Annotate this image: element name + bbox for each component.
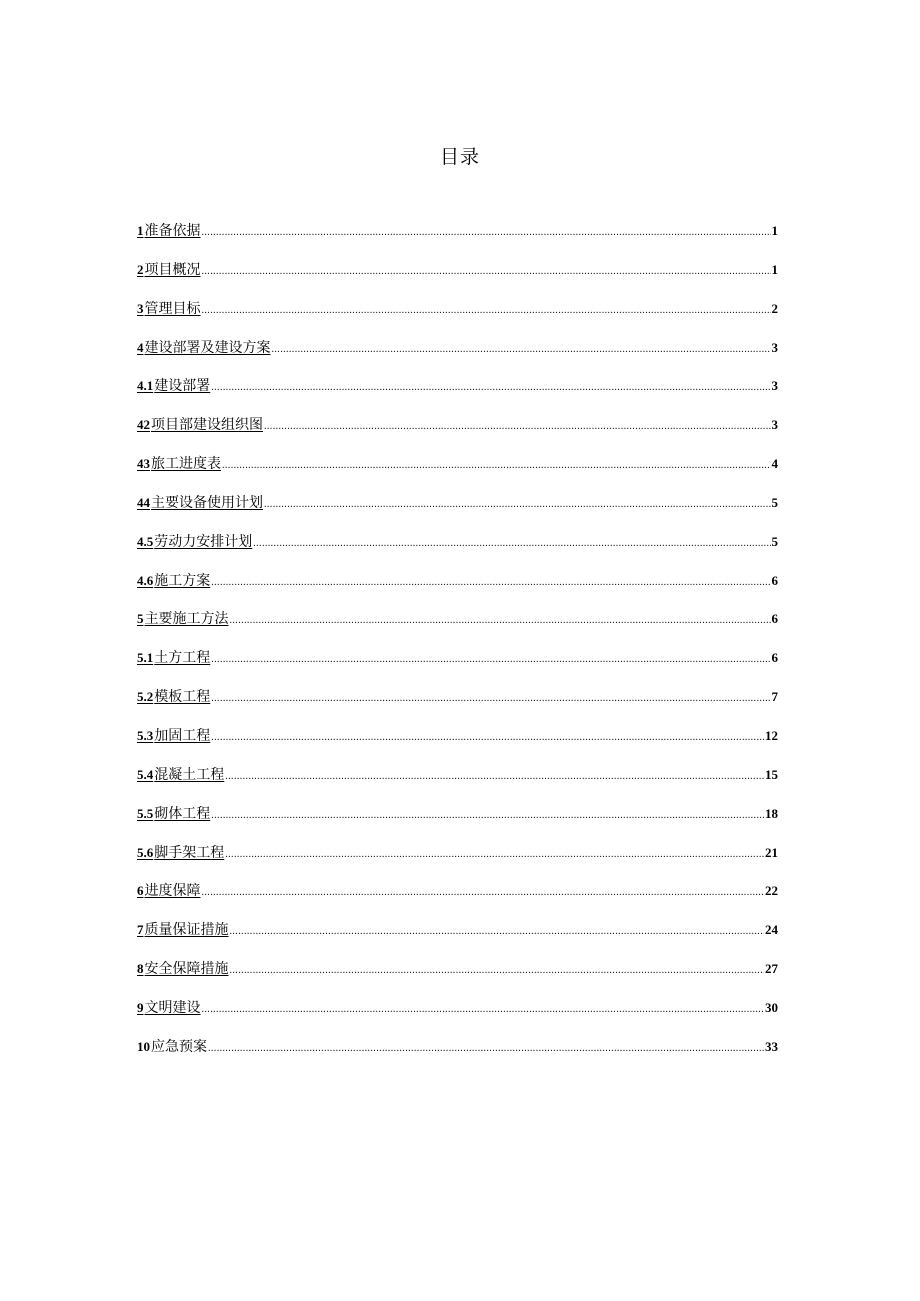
toc-entry[interactable]	[137, 996, 778, 1035]
toc-entry-number: 43	[137, 456, 150, 472]
toc-entry-page: 6	[771, 572, 778, 588]
toc-entry[interactable]	[137, 491, 778, 530]
toc-dot-leader	[253, 532, 770, 556]
toc-entry-text: 混凝土工程	[154, 766, 225, 783]
toc-entry-text: 建设部署	[154, 378, 211, 395]
toc-entry-page: 6	[771, 611, 778, 627]
toc-entry-page: 30	[765, 999, 778, 1015]
toc-entry-page: 15	[765, 766, 778, 782]
toc-dot-leader	[211, 687, 770, 711]
toc-entry-number: 1	[137, 223, 144, 238]
toc-entry-number: 7	[137, 922, 144, 938]
toc-entry[interactable]	[137, 452, 778, 491]
toc-entry-label[interactable]	[137, 646, 210, 670]
toc-entry-number: 8	[137, 961, 144, 977]
toc-entry-label[interactable]	[137, 374, 210, 398]
toc-entry-page: 21	[765, 844, 778, 860]
toc-entry-page: 18	[765, 805, 778, 821]
toc-entry-page: 3	[771, 417, 778, 433]
toc-entry-text: 项目部建设组织图	[151, 417, 263, 434]
toc-entry-page: 6	[771, 650, 778, 666]
toc-entry-label[interactable]	[137, 763, 224, 787]
toc-entry[interactable]	[137, 374, 778, 413]
toc-dot-leader	[211, 726, 764, 750]
toc-entry-number: 6	[137, 883, 144, 899]
toc-entry-label[interactable]	[137, 219, 201, 243]
toc-entry-label[interactable]	[137, 413, 263, 437]
toc-entry[interactable]	[137, 336, 778, 375]
toc-entry-label[interactable]	[137, 918, 229, 942]
toc-entry-number: 5.1	[137, 650, 154, 666]
toc-entry-label[interactable]	[137, 258, 201, 282]
toc-entry-page: 3	[771, 378, 778, 394]
toc-entry-number: 5.2	[137, 689, 154, 705]
toc-entry[interactable]	[137, 957, 778, 996]
toc-entry-page: 7	[771, 689, 778, 705]
toc-entry-text: 砌体工程	[154, 805, 211, 822]
toc-entry-number: 10	[137, 1038, 150, 1054]
toc-dot-leader	[211, 648, 770, 672]
toc-entry-text: 脚手架工程	[154, 844, 225, 861]
toc-dot-leader	[222, 454, 771, 478]
toc-entry-page: 33	[765, 1038, 778, 1054]
toc-entry-text: 模板工程	[154, 689, 211, 706]
toc-title: 目录	[439, 146, 480, 168]
toc-entry-number: 3	[137, 300, 144, 316]
toc-entry-label[interactable]	[137, 569, 210, 593]
toc-entry-page: 24	[765, 922, 778, 938]
toc-entry[interactable]	[137, 646, 778, 685]
toc-dot-leader	[202, 881, 765, 905]
toc-entry-label[interactable]	[137, 724, 210, 748]
toc-dot-leader	[211, 804, 764, 828]
toc-entry-page: 5	[771, 494, 778, 510]
toc-entry-page: 1	[771, 223, 778, 238]
toc-dot-leader	[225, 765, 764, 789]
toc-entry-number: 5.3	[137, 727, 154, 743]
toc-dot-leader	[211, 376, 770, 400]
toc-entry[interactable]	[137, 802, 778, 841]
toc-entry-number: 42	[137, 417, 150, 433]
toc-entry-text: 主要设备使用计划	[151, 494, 263, 511]
toc-dot-leader	[264, 415, 771, 439]
toc-entry-number: 5.4	[137, 766, 154, 782]
toc-entry-page: 27	[765, 961, 778, 977]
toc-entry[interactable]	[137, 607, 778, 646]
toc-entry-page: 5	[771, 533, 778, 549]
toc-entry-page: 3	[771, 339, 778, 355]
toc-entry-number: 4.6	[137, 572, 154, 588]
toc-dot-leader	[230, 920, 765, 944]
toc-entry-page: 4	[771, 456, 778, 472]
toc-entry[interactable]	[137, 258, 778, 297]
toc-entry[interactable]	[137, 763, 778, 802]
toc-entry[interactable]	[137, 569, 778, 608]
toc-dot-leader	[230, 959, 765, 983]
toc-entry[interactable]	[137, 530, 778, 569]
toc-entry-text: 准备依据	[144, 223, 201, 239]
toc-entry-label[interactable]	[137, 802, 210, 826]
toc-entry-text: 安全保障措施	[144, 961, 229, 978]
toc-dot-leader	[272, 338, 771, 362]
toc-entry[interactable]	[137, 413, 778, 452]
toc-entry-page: 1	[771, 261, 778, 277]
toc-entry-text: 劳动力安排计划	[154, 533, 253, 550]
toc-entry-text: 管理目标	[144, 300, 201, 317]
toc-entry-label[interactable]	[137, 685, 210, 709]
toc-entry-text: 主要施工方法	[144, 611, 229, 628]
toc-entry-number: 5.6	[137, 844, 154, 860]
toc-entry-text: 施工方案	[154, 572, 211, 589]
toc-dot-leader	[264, 493, 771, 517]
toc-entry[interactable]	[137, 297, 778, 336]
toc-dot-leader	[225, 843, 764, 867]
toc-entry-text: 土方工程	[154, 650, 211, 667]
toc-entry[interactable]	[137, 841, 778, 880]
toc-entry-text: 文明建设	[144, 999, 201, 1016]
toc-entry-number: 4.5	[137, 533, 154, 549]
toc-entry[interactable]	[137, 219, 778, 258]
toc-entry-text: 进度保障	[144, 883, 201, 900]
toc-entry-label[interactable]	[137, 1035, 207, 1059]
toc-entry-number: 4	[137, 339, 144, 355]
toc-entry[interactable]	[137, 918, 778, 957]
toc-dot-leader	[208, 1037, 764, 1061]
toc-entry-text: 质量保证措施	[144, 922, 229, 939]
toc-entry[interactable]	[137, 685, 778, 724]
toc-list	[137, 219, 778, 1074]
toc-dot-leader	[202, 260, 771, 284]
toc-entry-page: 2	[771, 300, 778, 316]
toc-entry-label[interactable]	[137, 336, 271, 360]
toc-entry-number: 9	[137, 999, 144, 1015]
toc-entry-text: 建设部署及建设方案	[144, 339, 271, 356]
toc-entry-number: 2	[137, 261, 144, 277]
toc-dot-leader	[211, 571, 770, 595]
toc-entry-page: 12	[765, 727, 778, 743]
toc-entry-text: 应急预案	[151, 1038, 207, 1055]
toc-entry-label[interactable]	[137, 452, 221, 476]
toc-entry-label[interactable]	[137, 957, 229, 981]
toc-entry-label[interactable]	[137, 607, 229, 631]
toc-entry-text: 项目概况	[144, 261, 201, 278]
toc-entry[interactable]	[137, 724, 778, 763]
toc-dot-leader	[202, 221, 771, 245]
toc-entry-page: 22	[765, 883, 778, 899]
toc-entry-label[interactable]	[137, 879, 201, 903]
toc-entry-label[interactable]	[137, 491, 263, 515]
toc-entry-label[interactable]	[137, 530, 252, 554]
toc-entry[interactable]	[137, 1035, 778, 1074]
toc-entry[interactable]	[137, 879, 778, 918]
toc-dot-leader	[202, 299, 771, 323]
toc-entry-number: 44	[137, 494, 150, 510]
toc-entry-label[interactable]	[137, 297, 201, 321]
toc-entry-label[interactable]	[137, 996, 201, 1020]
toc-entry-number: 4.1	[137, 378, 154, 394]
toc-entry-number: 5.5	[137, 805, 154, 821]
toc-dot-leader	[202, 998, 765, 1022]
toc-entry-text: 旅工进度表	[151, 456, 221, 473]
toc-entry-text: 加固工程	[154, 727, 211, 744]
toc-entry-number: 5	[137, 611, 144, 627]
toc-entry-label[interactable]	[137, 841, 224, 865]
toc-dot-leader	[230, 609, 771, 633]
